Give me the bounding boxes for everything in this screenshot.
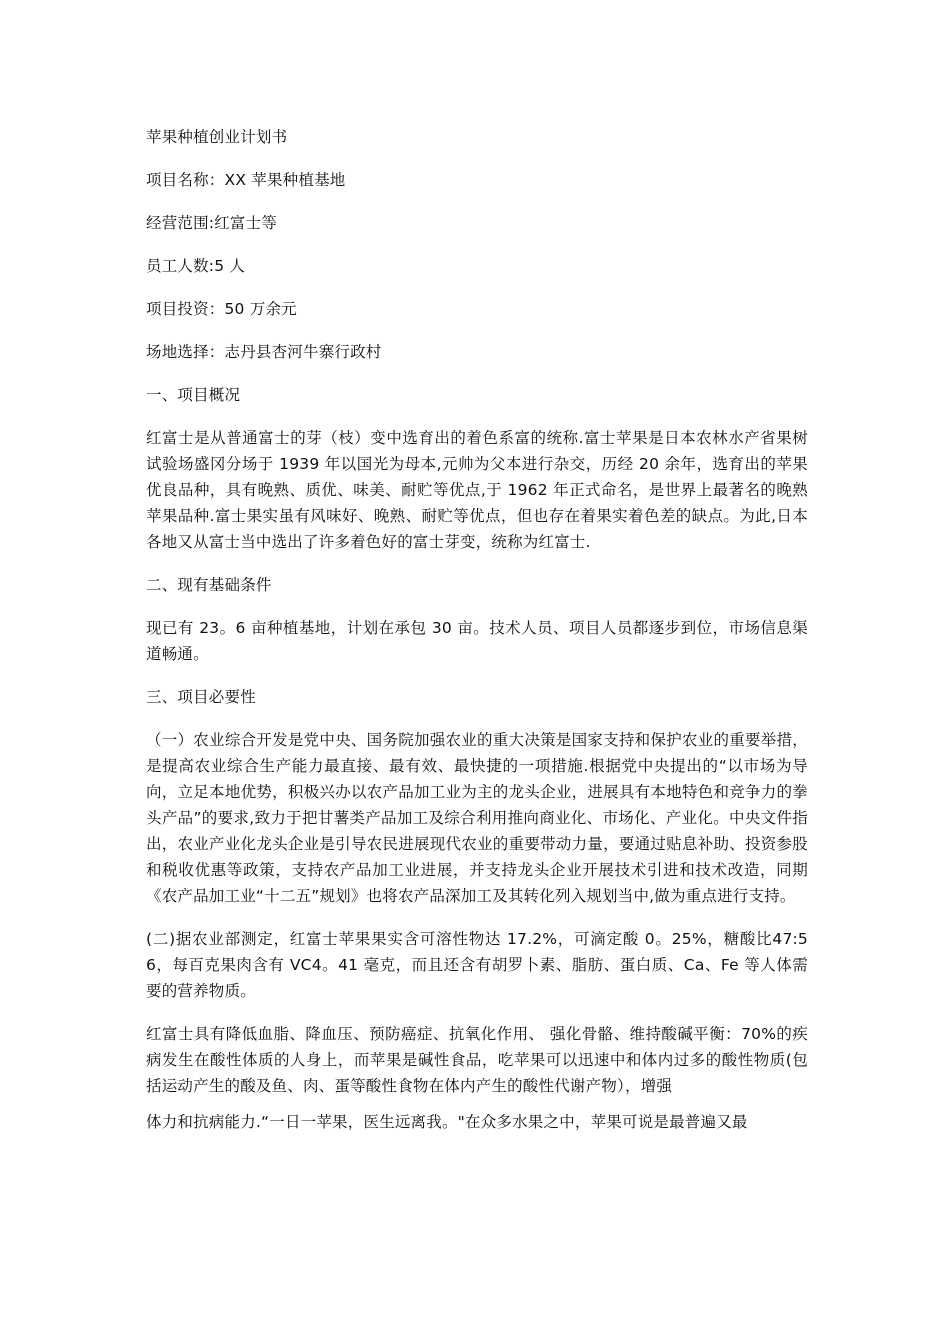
project-name-line: 项目名称：XX 苹果种植基地 xyxy=(146,171,346,189)
necessity-paragraph-3: 红富士具有降低血脂、降血压、预防癌症、抗氧化作用、 强化骨骼、维持酸碱平衡：70%的疾病发生在酸性体质的人身上，而苹果是碱性食品，吃苹果可以迅速中和体内过多的酸性物质(包括运动产生的酸及鱼、肉、蛋等酸性食物在体内产生的酸性代谢产物），增强 xyxy=(146,1025,808,1095)
business-scope-line: 经营范围:红富士等 xyxy=(146,214,278,232)
necessity-paragraph-4: 体力和抗病能力.“一日一苹果，医生远离我。"在众多水果之中，苹果可说是最普遍又最 xyxy=(146,1113,748,1131)
necessity-paragraph-1: （一）农业综合开发是党中央、国务院加强农业的重大决策是国家支持和保护农业的重要举措，是提高农业综合生产能力最直接、最有效、最快捷的一项措施.根据党中央提出的“以市场为导向，立足本地优势，积极兴办以农产品加工业为主的龙头企业，进展具有本地特色和竞争力的拳头产品”的要求,致力于把甘薯类产品加工及综合利用推向商业化、市场化、产业化。中央文件指出，农业产业化龙头企业是引导农民进展现代农业的重要带动力量，要通过贴息补助、投资参股和税收优惠等政策，支持农产品加工业进展，并支持龙头企业开展技术引进和技术改造，同期《农产品加工业“十二五”规划》也将农产品深加工及其转化列入规划当中,做为重点进行支持。 xyxy=(146,731,808,905)
necessity-paragraph-2: (二)据农业部测定，红富士苹果果实含可溶性物达 17.2%，可滴定酸 0。25%，糖酸比47:56，每百克果肉含有 VC4。41 毫克，而且还含有胡罗卜素、脂肪、蛋白质、Ca、Fe 等人体需要的营养物质。 xyxy=(146,930,808,1000)
document-title: 苹果种植创业计划书 xyxy=(146,128,288,146)
section-body-conditions: 现已有 23。6 亩种植基地，计划在承包 30 亩。技术人员、项目人员都逐步到位，市场信息渠道畅通。 xyxy=(146,619,808,663)
section-body-overview: 红富士是从普通富士的芽（枝）变中选育出的着色系富的统称.富士苹果是日本农林水产省果树试验场盛冈分场于 1939 年以国光为母本,元帅为父本进行杂交，历经 20 余年，选育出的苹果优良品种，具有晚熟、质优、味美、耐贮等优点,于 1962 年正式命名，是世界上最著名的晚熟苹果品种.富士果实虽有风味好、晚熟、耐贮等优点，但也存在着果实着色差的缺点。为此,日本各地又从富士当中选出了许多着色好的富士芽变，统称为红富士. xyxy=(146,429,808,551)
section-heading-conditions: 二、现有基础条件 xyxy=(146,576,272,594)
section-heading-necessity: 三、项目必要性 xyxy=(146,688,256,706)
site-selection-line: 场地选择：志丹县杏河牛寨行政村 xyxy=(146,343,382,361)
section-heading-overview: 一、项目概况 xyxy=(146,386,241,404)
investment-line: 项目投资：50 万余元 xyxy=(146,300,297,318)
staff-count-line: 员工人数:5 人 xyxy=(146,257,246,275)
document-page xyxy=(146,124,808,1152)
